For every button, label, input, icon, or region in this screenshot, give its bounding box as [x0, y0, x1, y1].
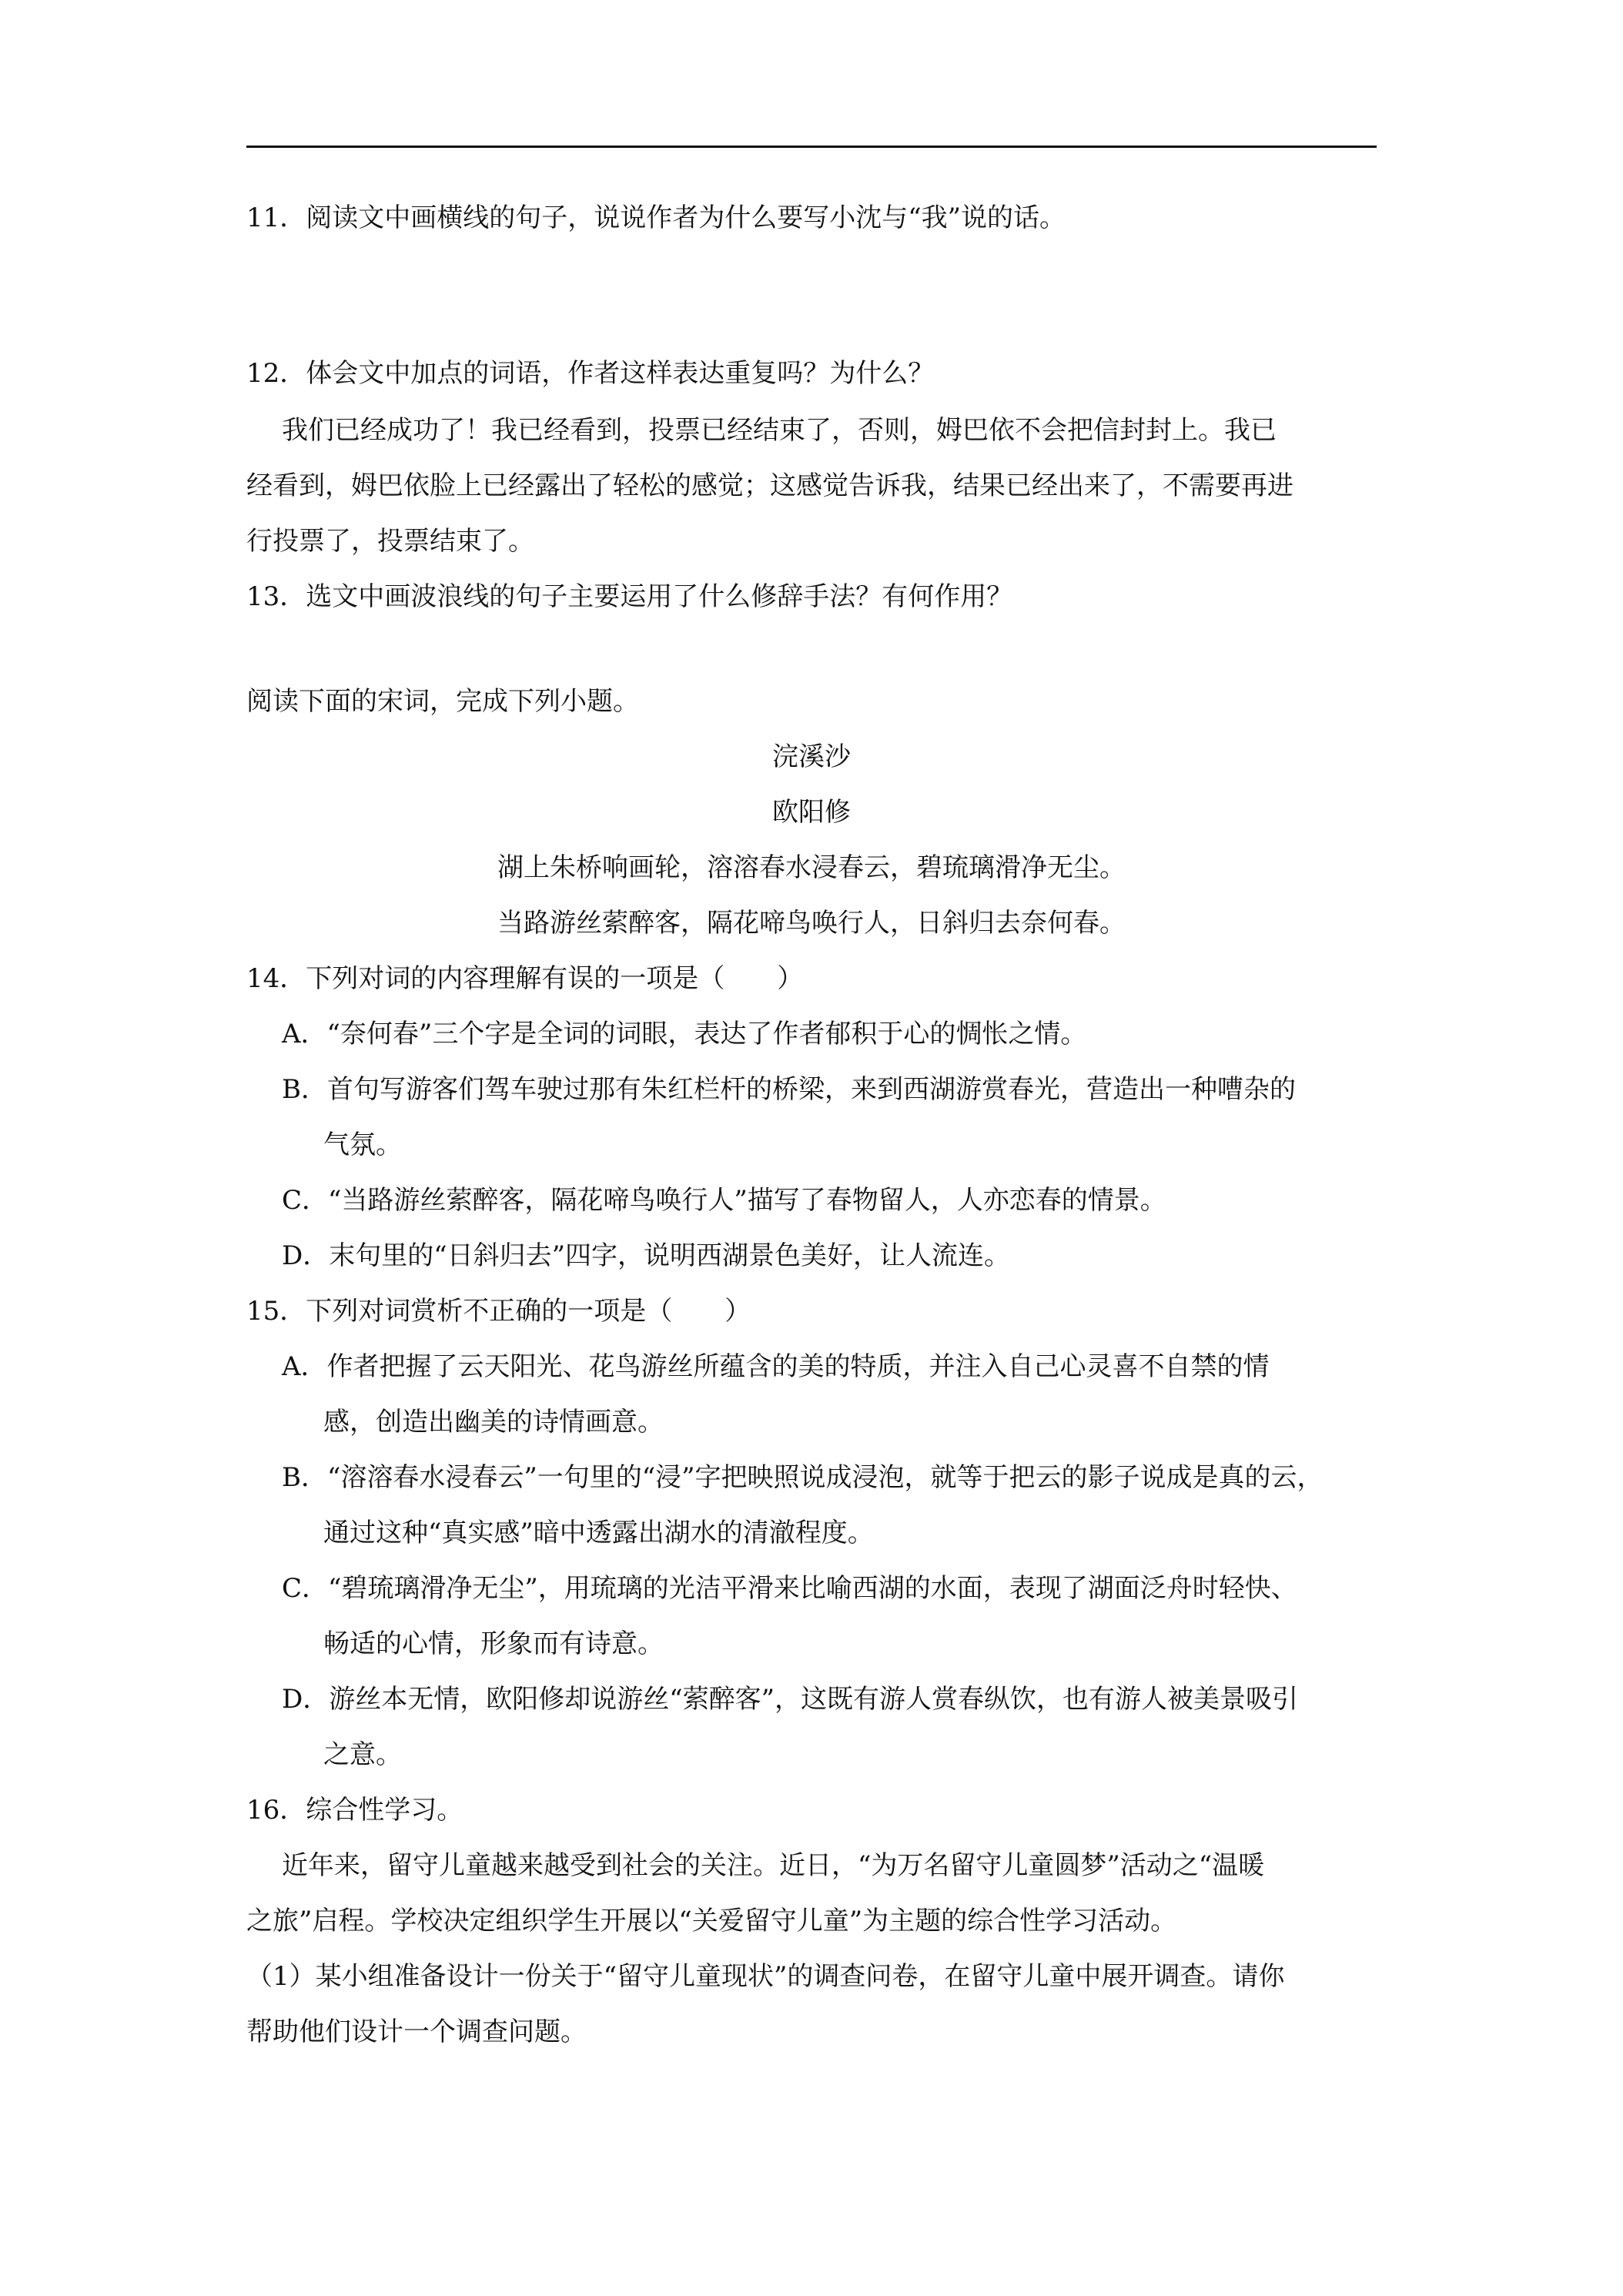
question-14-option-d: D．末句里的“日斜归去”四字，说明西湖景色美好，让人流连。	[282, 1240, 1011, 1271]
question-15-stem: 15．下列对词赏析不正确的一项是（ ）	[246, 1296, 751, 1327]
question-15-option-c: C．“碧琉璃滑净无尘”，用琉璃的光洁平滑来比喻西湖的水面，表现了湖面泛舟时轻快、	[282, 1573, 1297, 1604]
question-15-option-d-cont: 之意。	[323, 1739, 402, 1770]
question-14-stem: 14．下列对词的内容理解有误的一项是（ ）	[246, 963, 804, 994]
question-15-option-c-cont: 畅适的心情，形象而有诗意。	[323, 1628, 664, 1659]
poem-title: 浣溪沙	[772, 741, 851, 772]
question-15-option-a: A．作者把握了云天阳光、花鸟游丝所蕴含的美的特质，并注入自己心灵喜不自禁的情	[282, 1351, 1270, 1382]
question-16-stem: 16．综合性学习。	[246, 1795, 463, 1826]
question-16-intro-line: 近年来，留守儿童越来越受到社会的关注。近日，“为万名留守儿童圆梦”活动之“温暖	[282, 1850, 1265, 1881]
question-15-option-b-cont: 通过这种“真实感”暗中透露出湖水的清澈程度。	[323, 1518, 874, 1548]
question-11: 11．阅读文中画横线的句子，说说作者为什么要写小沈与“我”说的话。	[246, 202, 1066, 233]
poem-line: 当路游丝萦醉客，隔花啼鸟唤行人，日斜归去奈何春。	[497, 908, 1126, 939]
header-rule	[246, 146, 1377, 148]
question-16-sub1-line: （1）某小组准备设计一份关于“留守儿童现状”的调查问卷，在留守儿童中展开调查。请你	[246, 1961, 1285, 1992]
question-15-option-b: B．“溶溶春水浸春云”一句里的“浸”字把映照说成浸泡，就等于把云的影子说成是真的云，	[282, 1462, 1323, 1493]
question-16-intro-line: 之旅”启程。学校决定组织学生开展以“关爱留守儿童”为主题的综合性学习活动。	[246, 1906, 1177, 1936]
question-13: 13．选文中画波浪线的句子主要运用了什么修辞手法？有何作用？	[246, 581, 1013, 612]
question-12-passage-line: 行投票了，投票结束了。	[246, 526, 534, 557]
question-15-option-d: D．游丝本无情，欧阳修却说游丝“萦醉客”，这既有游人赏春纵饮，也有游人被美景吸引	[282, 1684, 1299, 1715]
question-14-option-c: C．“当路游丝萦醉客，隔花啼鸟唤行人”描写了春物留人，人亦恋春的情景。	[282, 1185, 1166, 1216]
question-14-option-b-cont: 气氛。	[323, 1130, 402, 1160]
poem-author: 欧阳修	[772, 797, 851, 828]
poem-intro: 阅读下面的宋词，完成下列小题。	[246, 686, 639, 717]
question-15-option-a-cont: 感，创造出幽美的诗情画意。	[323, 1407, 664, 1438]
question-12-passage-line: 我们已经成功了！我已经看到，投票已经结束了，否则，姆巴依不会把信封封上。我已	[282, 415, 1277, 446]
poem-line: 湖上朱桥响画轮，溶溶春水浸春云，碧琉璃滑净无尘。	[497, 852, 1126, 883]
question-14-option-a: A．“奈何春”三个字是全词的词眼，表达了作者郁积于心的惆怅之情。	[282, 1019, 1087, 1049]
question-12-passage-line: 经看到，姆巴依脸上已经露出了轻松的感觉；这感觉告诉我，结果已经出来了，不需要再进	[246, 470, 1293, 501]
question-16-sub1-line: 帮助他们设计一个调查问题。	[246, 2017, 587, 2047]
question-12-stem: 12．体会文中加点的词语，作者这样表达重复吗？为什么？	[246, 358, 935, 389]
question-14-option-b: B．首句写游客们驾车驶过那有朱红栏杆的桥梁，来到西湖游赏春光，营造出一种嘈杂的	[282, 1074, 1296, 1105]
